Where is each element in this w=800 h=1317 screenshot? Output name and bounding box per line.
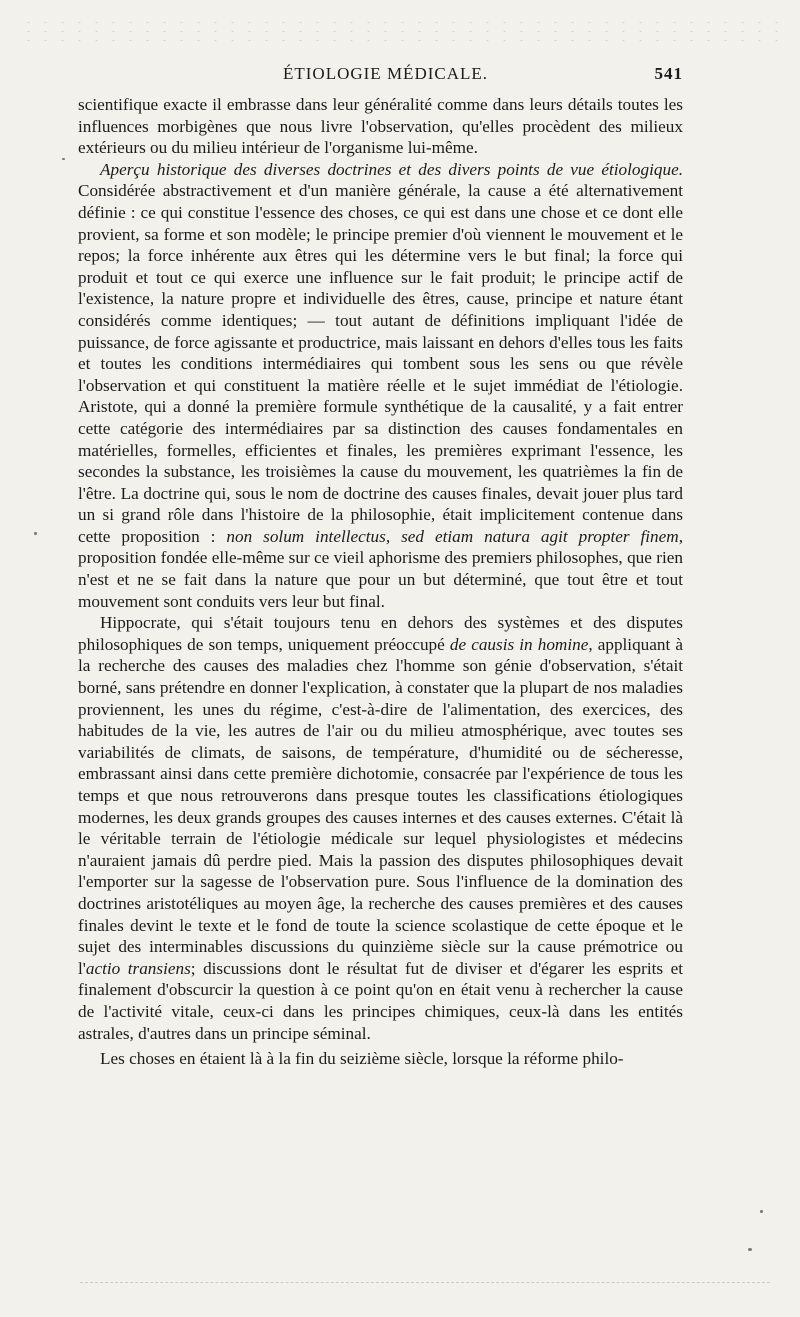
scan-noise-bottom xyxy=(80,1282,770,1289)
scan-speck xyxy=(748,1248,752,1251)
latin-phrase-1: de causis in homine xyxy=(449,634,589,654)
paragraph-3-text-a: Hippocrate, qui s'était toujours tenu en dehors des systèmes et des disputes philosophiques de son temps, uniquement préoccupé xyxy=(78,613,683,654)
paragraph-2-text-a: Considérée abstractivement et d'un manière générale, la cause a été alternativement définie : ce qui constitue l'essence des choses, ce qui est dans une chose et ce dont elle provient, sa forme et son modèle; le principe premier d'où viennent le mouvement et le repos; la force inhérente aux êtres qui les détermine vers le but final; la force qui produit et tout ce qui exerce une influence sur le fait produit; le principe actif de l'existence, la nature propre et individuelle des êtres, cause, principe et nature étant considérés comme identiques; — tout autant de définitions impliquant l'idée de puissance, de force agissante et productrice, mais laissant en dehors d'elles tous les faits et toutes les conditions intermédiaires qui tombent sous les sens ou que révèle l'observation et qui constituent la matière réelle et le sujet immédiat de l'étiologie. Aristote, qui a donné la première formule synthétique de la causalité, y a fait entrer cette catégorie des intermédiaires par sa distinction des causes fondamentales en matérielles, formelles, efficientes et finales, les premières exprimant l'essence, les secondes la substance, les troisièmes la cause du mouvement, les quatrièmes la fin de l'être. La doctrine qui, sous le nom de doctrine des causes finales, devait jouer plus tard un si grand rôle dans l'histoire de la philosophie, était implicitement contenue dans cette proposition : xyxy=(78,181,683,546)
paragraph-1 xyxy=(78,94,683,159)
scan-speck xyxy=(62,158,65,160)
section-heading: Aperçu historique des diverses doctrines et des divers points de vue étiologique. xyxy=(100,159,683,179)
latin-quote: non solum intellectus, sed etiam natura agit propter finem xyxy=(226,526,679,546)
body-text xyxy=(78,94,683,1070)
scan-speck xyxy=(34,532,37,535)
paragraph-3-text-b: , appliquant à la recherche des causes des maladies chez l'homme son génie d'observation, s'était borné, sans prétendre en donner l'explication, à constater que la plupart de nos maladies proviennent, les unes du régime, c'est-à-dire de l'alimentation, des exercices, des habitudes de la vie, les autres de l'air ou du milieu atmosphérique, avec toutes ses variabilités de climats, de saisons, de température, d'humidité ou de sécheresse, embrassant ainsi dans cette première dichotomie, consacrée par l'expérience de tous les temps et que nous retrouverons dans presque toutes les classifications étiologiques modernes, les deux grands groupes des causes internes et des causes externes. C'était là le véritable terrain de l'étiologie médicale sur lequel physiologistes et médecins n'auraient jamais dû perdre pied. Mais la passion des disputes philosophiques devait l'emporter sur la sagesse de l'observation pure. Sous l'influence de la domination des doctrines aristotéliques au moyen âge, la recherche des causes premières et des causes finales devint le texte et le fond de toute la science scolastique de cette époque et le sujet des interminables discussions du quinzième siècle sur la cause prémotrice ou l' xyxy=(78,634,683,978)
paragraph-3 xyxy=(78,612,683,1044)
paragraph-1-text: scientifique exacte il embrasse dans leur généralité comme dans leurs détails toutes les influences morbigènes que nous livre l'observation, qu'elles procèdent des milieux extérieurs ou du milieu intérieur de l'organisme lui-même. xyxy=(78,95,683,158)
paragraph-4-text: Les choses en étaient là à la fin du seizième siècle, lorsque la réforme philo- xyxy=(100,1049,624,1069)
page-number: 541 xyxy=(654,64,683,83)
running-title: ÉTIOLOGIE MÉDICALE. xyxy=(283,64,489,83)
running-head xyxy=(78,64,683,90)
latin-phrase-2: actio transiens xyxy=(85,958,191,978)
paragraph-3-text-c: ; discussions dont le résultat fut de diviser et d'égarer les esprits et finalement d'obscurcir la question à ce point qu'on en était venu à rechercher la cause de l'activité vitale, ceux-ci dans les principes chimiques, ceux-là dans les entités astrales, d'autres dans un principe séminal. xyxy=(78,958,683,1043)
paragraph-2 xyxy=(78,159,683,612)
scan-speck xyxy=(760,1210,763,1213)
book-page xyxy=(78,0,683,1317)
paragraph-2-text-b: , proposition fondée elle-même sur ce vieil aphorisme des premiers philosophes, que rien n'est et ne se fait dans la nature que pour un but déterminé, que tout être et tout mouvement sont conduits vers leur but final. xyxy=(78,526,683,611)
paragraph-4 xyxy=(78,1048,683,1070)
